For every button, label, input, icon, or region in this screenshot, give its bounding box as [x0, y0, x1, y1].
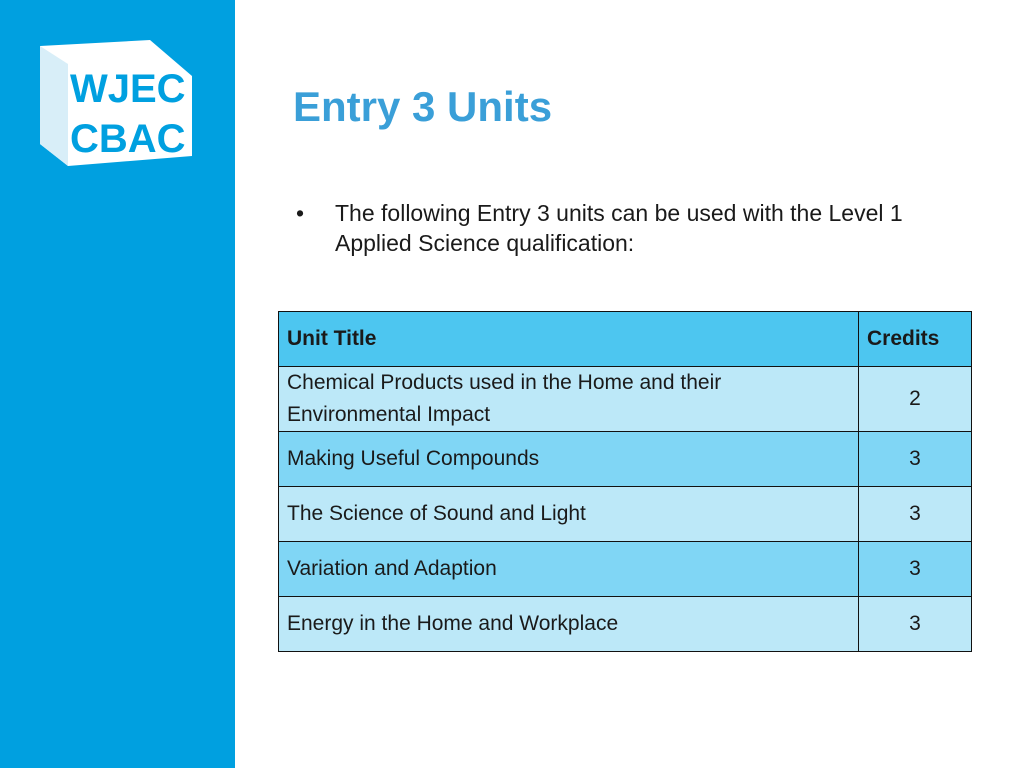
- credits-cell: 2: [859, 367, 972, 432]
- logo-text-wjec: WJEC: [70, 67, 186, 111]
- table-row: [279, 542, 972, 597]
- credits-cell: 3: [859, 542, 972, 597]
- table-row: [279, 432, 972, 487]
- unit-title-cell: Variation and Adaption: [279, 542, 859, 597]
- header-credits: Credits: [859, 312, 972, 367]
- table-row: [279, 487, 972, 542]
- bullet-text: The following Entry 3 units can be used with the Level 1 Applied Science qualification:: [335, 200, 903, 256]
- table-row: [279, 367, 972, 432]
- header-unit-title: Unit Title: [279, 312, 859, 367]
- bullet-item: [293, 198, 933, 258]
- credits-cell: 3: [859, 432, 972, 487]
- bullet-dot-icon: •: [296, 200, 305, 226]
- logo-mark-icon: [40, 40, 192, 166]
- credits-cell: 3: [859, 597, 972, 652]
- logo-text-cbac: CBAC: [70, 117, 186, 161]
- table-row: [279, 597, 972, 652]
- slide-title: Entry 3 Units: [293, 83, 553, 130]
- unit-title-cell: Chemical Products used in the Home and their Environmental Impact: [279, 367, 859, 432]
- units-table: [278, 311, 972, 652]
- brand-sidebar: [0, 0, 235, 768]
- credits-cell: 3: [859, 487, 972, 542]
- table-header-row: [279, 312, 972, 367]
- wjec-cbac-logo: [40, 40, 192, 166]
- unit-title-cell: Energy in the Home and Workplace: [279, 597, 859, 652]
- unit-title-cell: The Science of Sound and Light: [279, 487, 859, 542]
- unit-title-cell: Making Useful Compounds: [279, 432, 859, 487]
- bullet-list: [293, 198, 933, 258]
